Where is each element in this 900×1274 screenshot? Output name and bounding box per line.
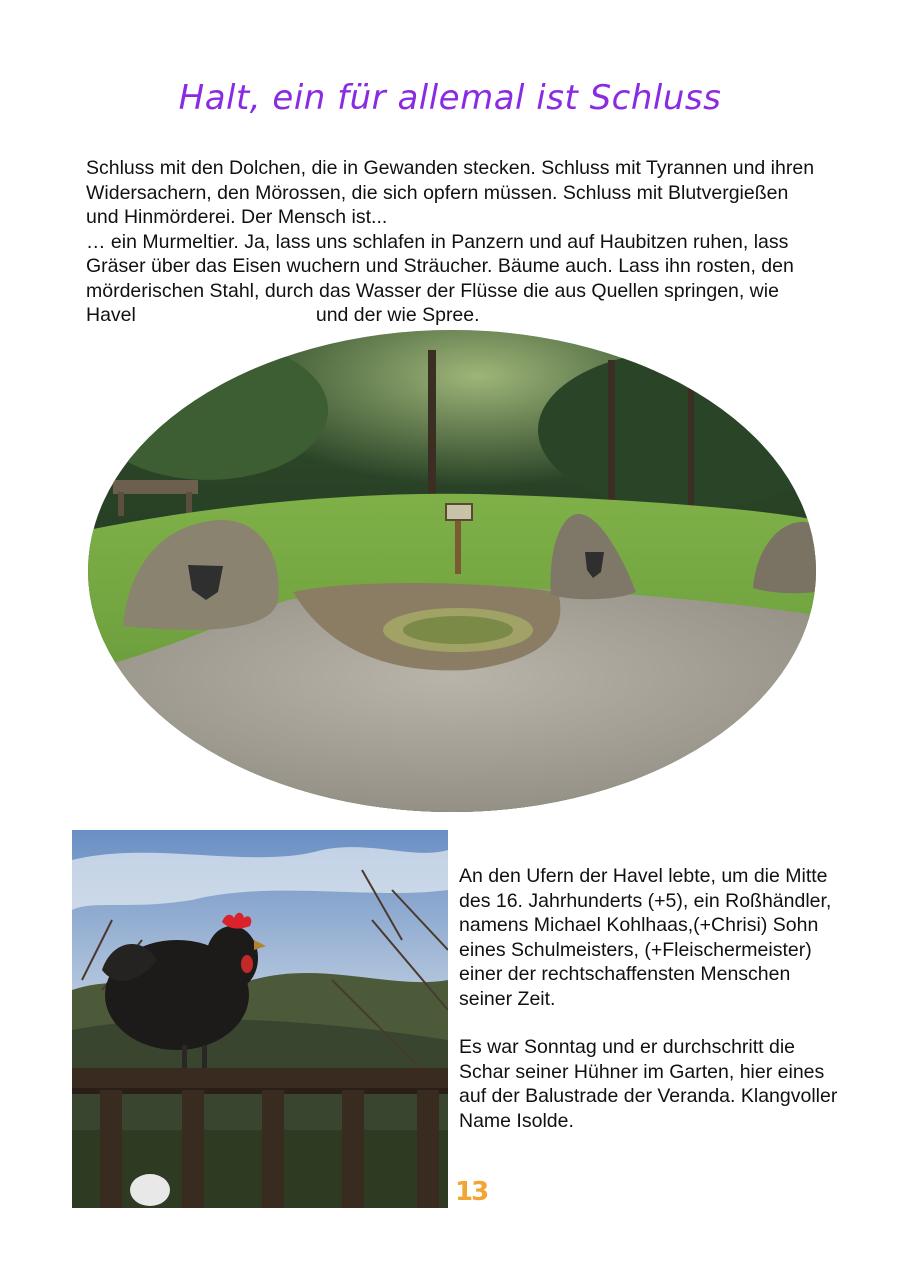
side-paragraph-2: Es war Sonntag und er durchschritt die Schar seiner Hühner im Garten, hier eines auf der Balustrade der Veranda. Klangvoller Name Isolde.: [459, 1036, 838, 1132]
intro-paragraph-2: [86, 230, 826, 328]
page-number: 13: [455, 1177, 488, 1207]
hen-on-balustrade-photo: [72, 830, 448, 1208]
park-spring-photo: [88, 330, 816, 812]
side-text: [459, 864, 839, 1157]
page-title: Halt, ein für allemal ist Schluss: [178, 78, 722, 118]
intro-paragraph-2-end: und der wie Spree.: [315, 304, 480, 326]
intro-text: [86, 156, 826, 328]
side-paragraph-1: An den Ufern der Havel lebte, um die Mitte des 16. Jahrhunderts (+5), ein Roßhändler, namens Michael Kohlhaas,(+Chrisi) Sohn eines Schulmeisters, (+Fleischermeister) einer der rechtschaffensten Menschen seiner Zeit.: [459, 865, 832, 1010]
intro-paragraph-1: Schluss mit den Dolchen, die in Gewanden stecken. Schluss mit Tyrannen und ihren Widersachern, den Mörossen, die sich opfern müssen. Schluss mit Blutvergießen und Hinmörderei. Der Mensch ist...: [86, 157, 815, 228]
intro-paragraph-2-start: … ein Murmeltier. Ja, lass uns schlafen in Panzern und auf Haubitzen ruhen, lass Gräser über das Eisen wuchern und Sträucher. Bäume auch. Lass ihn rosten, den mörderischen Stahl, durch das Wasser der Flüsse die aus Quellen springen, wie Havel: [86, 230, 794, 326]
hen-illustration: [72, 830, 448, 1208]
park-spring-illustration: [88, 330, 816, 812]
